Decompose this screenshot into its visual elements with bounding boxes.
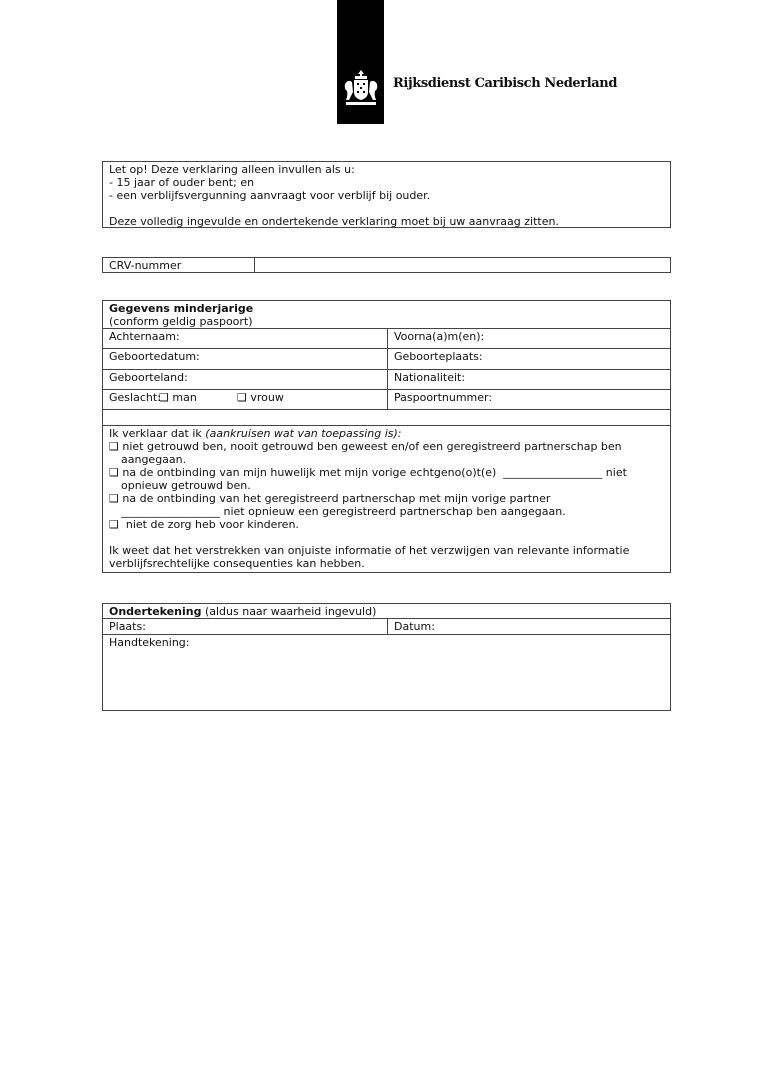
checkbox-icon[interactable]: ❑: [109, 518, 119, 531]
birthplace-field[interactable]: Geboorteplaats:: [394, 350, 483, 363]
gender-label: Geslacht:: [109, 391, 161, 404]
declaration-intro-text: Ik verklaar dat ik: [109, 427, 202, 440]
option-3-continuation: [109, 505, 629, 518]
place-field[interactable]: Plaats:: [109, 620, 146, 633]
option-3-text-b: niet opnieuw een geregistreerd partnerschap ben aangegaan.: [223, 505, 566, 518]
signature-title: Ondertekening: [109, 605, 202, 618]
option-4-text: niet de zorg heb voor kinderen.: [125, 518, 299, 531]
option-2-text: na de ontbinding van mijn huwelijk met mijn vorige echtgeno(o)t(e): [122, 466, 497, 479]
checkbox-icon[interactable]: ❑: [109, 492, 119, 505]
former-spouse-blank[interactable]: __________________: [503, 466, 603, 479]
signature-field[interactable]: Handtekening:: [109, 636, 190, 649]
date-field[interactable]: Datum:: [394, 620, 435, 633]
gender-female-label: vrouw: [250, 391, 284, 404]
checkbox-icon[interactable]: ❑: [237, 391, 247, 404]
checkbox-icon[interactable]: ❑: [109, 440, 119, 453]
minor-title: Gegevens minderjarige: [109, 302, 254, 315]
warning-line-2: verblijfsrechtelijke consequenties kan hebben.: [109, 557, 365, 570]
declaration-option-1[interactable]: [109, 440, 629, 453]
surname-field[interactable]: Achternaam:: [109, 330, 180, 343]
signature-table: [102, 603, 671, 711]
option-2-end: niet: [605, 466, 627, 479]
option-1-text: niet getrouwd ben, nooit getrouwd ben geweest en/of een geregistreerd partnerschap ben: [122, 440, 622, 453]
declaration-section: [103, 426, 635, 571]
coat-of-arms-icon: [342, 70, 380, 110]
option-2-continuation: opnieuw getrouwd ben.: [121, 479, 251, 492]
passport-number-field[interactable]: Paspoortnummer:: [394, 391, 493, 404]
crv-table: [102, 257, 671, 273]
gender-male-option[interactable]: [159, 390, 203, 405]
option-1-continuation: aangegaan.: [121, 453, 187, 466]
birthdate-field[interactable]: Geboortedatum:: [109, 350, 200, 363]
firstnames-field[interactable]: Voorna(a)m(en):: [394, 330, 485, 343]
gender-female-option[interactable]: [237, 390, 290, 405]
notice-line-2: - 15 jaar of ouder bent; en: [109, 176, 255, 189]
crv-label: CRV-nummer: [109, 259, 182, 272]
declaration-option-4[interactable]: [109, 518, 629, 531]
birthcountry-field[interactable]: Geboorteland:: [109, 371, 188, 384]
gender-male-label: man: [172, 391, 197, 404]
signature-title-block: [103, 604, 382, 619]
notice-line-3: - een verblijfsvergunning aanvraagt voor verblijf bij ouder.: [109, 189, 431, 202]
signature-title-note: (aldus naar waarheid ingevuld): [204, 605, 377, 618]
declaration-intro-italic: (aankruisen wat van toepassing is):: [205, 427, 402, 440]
declaration-option-2[interactable]: [109, 466, 629, 479]
checkbox-icon[interactable]: ❑: [109, 466, 119, 479]
notice-line-1: Let op! Deze verklaring alleen invullen als u:: [109, 163, 355, 176]
nationality-field[interactable]: Nationaliteit:: [394, 371, 466, 384]
notice-line-4: Deze volledig ingevulde en ondertekende verklaring moet bij uw aanvraag zitten.: [109, 215, 559, 228]
declaration-intro: [109, 427, 629, 440]
former-partner-blank[interactable]: __________________: [121, 505, 220, 518]
option-3-text: na de ontbinding van het geregistreerd partnerschap met mijn vorige partner: [122, 492, 551, 505]
logo-block: [337, 0, 384, 124]
warning-line-1: Ik weet dat het verstrekken van onjuiste informatie of het verzwijgen van relevante informatie: [109, 544, 630, 557]
crv-number-field[interactable]: [255, 258, 670, 272]
notice-box: [102, 161, 671, 228]
minor-details-table: [102, 300, 671, 573]
organization-name: Rijksdienst Caribisch Nederland: [393, 76, 618, 91]
declaration-option-3[interactable]: [109, 492, 629, 505]
checkbox-icon[interactable]: ❑: [159, 391, 169, 404]
minor-subtitle: (conform geldig paspoort): [109, 315, 253, 328]
